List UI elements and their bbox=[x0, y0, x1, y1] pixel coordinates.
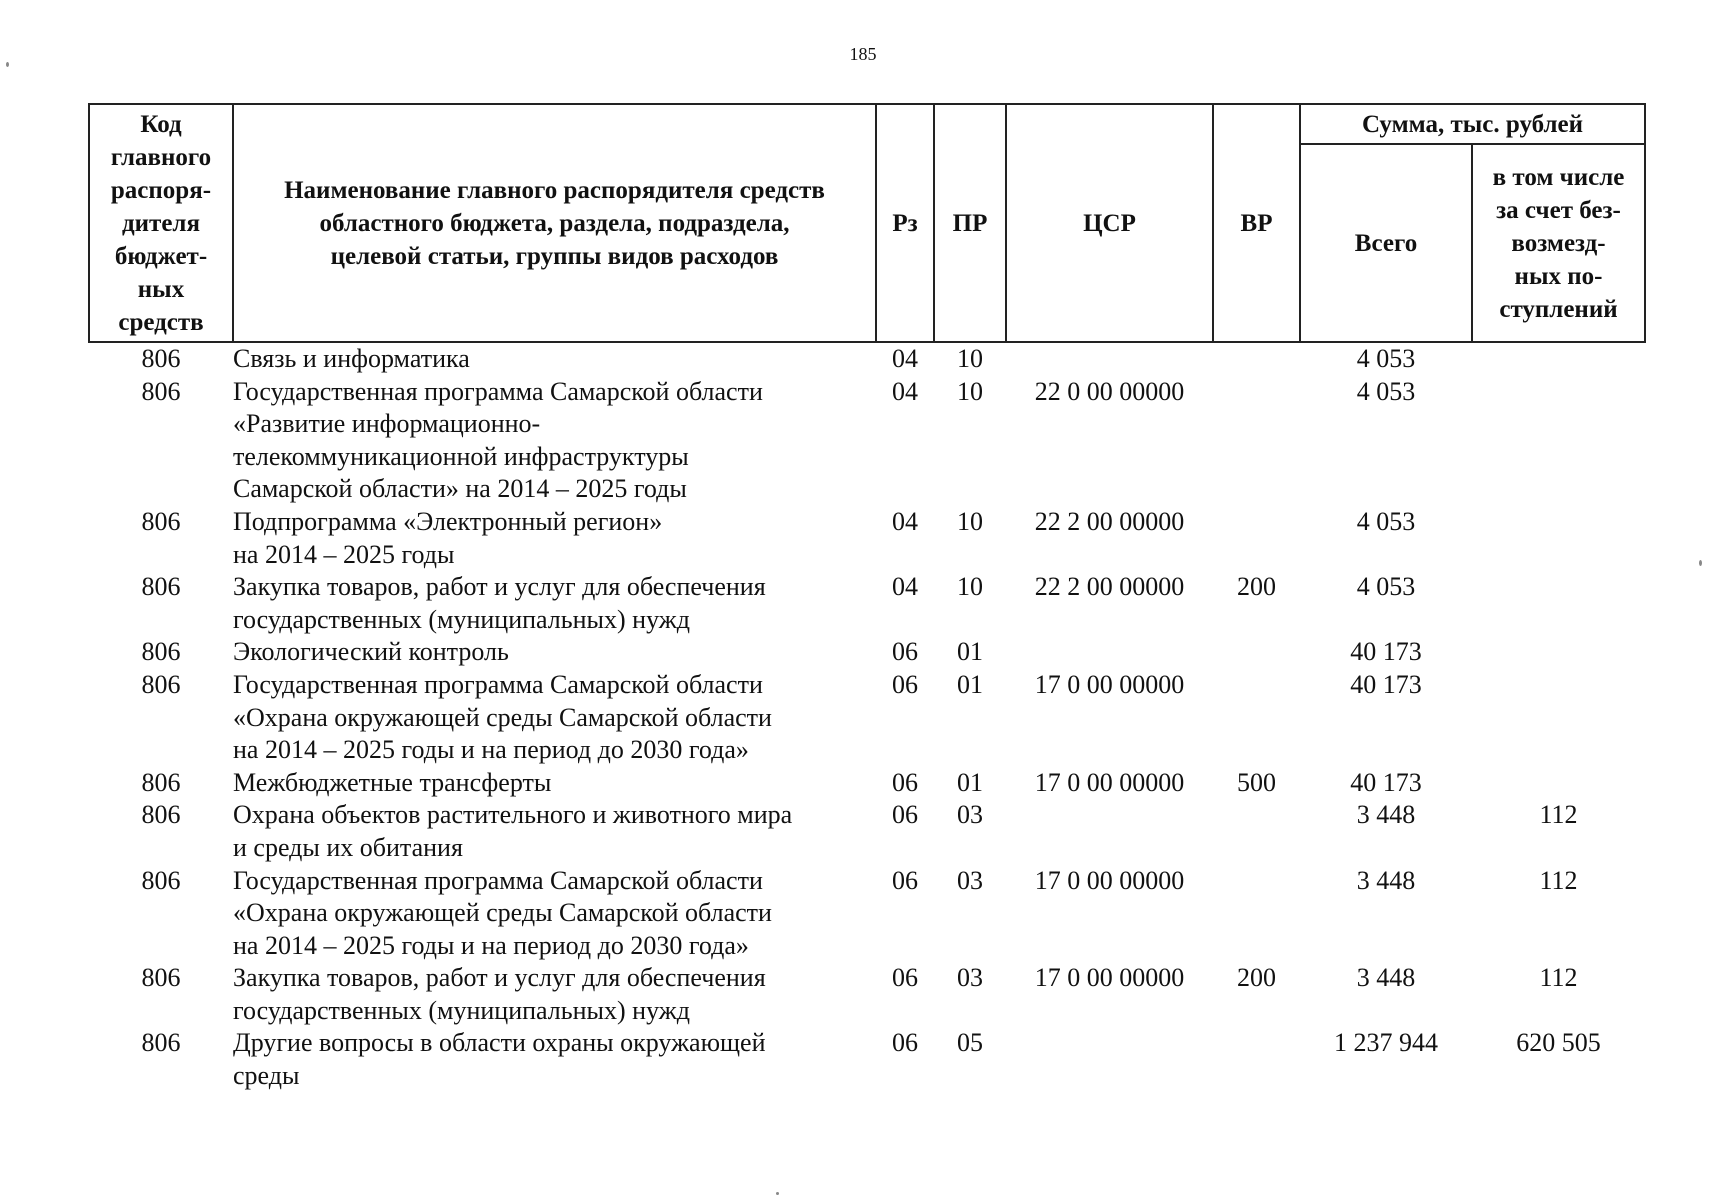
row-code-cell: 806 bbox=[141, 637, 181, 667]
table-row bbox=[89, 767, 1645, 800]
row-grat-cell bbox=[1472, 376, 1645, 506]
row-rz-cell: 04 bbox=[892, 506, 918, 536]
row-code-cell: 806 bbox=[141, 865, 181, 895]
row-csr-cell: 22 2 00 00000 bbox=[1034, 506, 1185, 536]
row-csr-cell: 17 0 00 00000 bbox=[1034, 669, 1185, 699]
scan-speck bbox=[1699, 560, 1702, 566]
row-name-line: Подпрограмма «Электронный регион» bbox=[233, 506, 663, 536]
row-pr-cell: 10 bbox=[957, 376, 983, 406]
row-pr-cell: 10 bbox=[957, 506, 983, 536]
row-name-line: «Охрана окружающей среды Самарской области bbox=[233, 702, 772, 732]
row-name-cell bbox=[233, 799, 876, 864]
row-pr-cell: 03 bbox=[957, 800, 983, 830]
row-vr-cell bbox=[1213, 799, 1300, 864]
row-code-cell: 806 bbox=[141, 1028, 181, 1058]
row-rz-cell: 06 bbox=[892, 800, 918, 830]
row-rz-cell: 06 bbox=[892, 963, 918, 993]
table-row bbox=[89, 669, 1645, 767]
row-total-cell: 4 053 bbox=[1356, 344, 1416, 373]
row-pr-cell: 03 bbox=[957, 963, 983, 993]
row-name-line: Государственная программа Самарской области bbox=[233, 376, 763, 406]
row-name-cell bbox=[233, 506, 876, 571]
row-total-cell: 4 053 bbox=[1356, 506, 1416, 536]
row-csr-cell: 17 0 00 00000 bbox=[1034, 865, 1185, 895]
header-vr: ВР bbox=[1213, 104, 1300, 342]
row-name-line: Государственная программа Самарской области bbox=[233, 669, 763, 699]
row-grat-cell: 112 bbox=[1539, 963, 1578, 993]
table-row bbox=[89, 636, 1645, 669]
row-rz-cell: 06 bbox=[892, 669, 918, 699]
row-pr-cell: 10 bbox=[957, 572, 983, 602]
row-name-line: Государственная программа Самарской области bbox=[233, 865, 763, 895]
row-total-cell: 40 173 bbox=[1350, 637, 1422, 667]
row-name-cell bbox=[233, 636, 876, 669]
row-vr-cell bbox=[1213, 865, 1300, 963]
row-rz-cell: 06 bbox=[892, 767, 918, 797]
row-name-line: Самарской области» на 2014 – 2025 годы bbox=[233, 474, 687, 504]
row-code-cell: 806 bbox=[141, 669, 181, 699]
row-csr-cell bbox=[1006, 799, 1213, 864]
row-vr-cell: 500 bbox=[1237, 767, 1276, 797]
row-name-line: и среды их обитания bbox=[233, 832, 463, 862]
row-total-cell: 1 237 944 bbox=[1334, 1028, 1438, 1058]
row-csr-cell: 22 2 00 00000 bbox=[1034, 572, 1185, 602]
row-name-line: на 2014 – 2025 годы bbox=[233, 539, 455, 569]
row-grat-cell: 620 505 bbox=[1516, 1028, 1601, 1058]
table-header bbox=[89, 104, 1645, 342]
row-csr-cell: 22 0 00 00000 bbox=[1034, 376, 1185, 406]
row-code-cell: 806 bbox=[141, 767, 181, 797]
row-rz-cell: 06 bbox=[892, 865, 918, 895]
row-name-line: Другие вопросы в области охраны окружающей bbox=[233, 1028, 766, 1058]
row-name-line: на 2014 – 2025 годы и на период до 2030 года» bbox=[233, 930, 749, 960]
row-grat-cell: 112 bbox=[1539, 865, 1578, 895]
row-grat-cell bbox=[1472, 571, 1645, 636]
header-sum: Сумма, тыс. рублей bbox=[1300, 104, 1645, 144]
row-vr-cell: 200 bbox=[1237, 963, 1276, 993]
header-name: Наименование главного распорядителя средств областного бюджета, раздела, подраздела, целевой статьи, группы видов расходов bbox=[233, 104, 876, 342]
row-vr-cell bbox=[1213, 1027, 1300, 1092]
header-code-lines: Код главного распоря- дителя бюджет- ных средств bbox=[110, 110, 212, 336]
row-name-cell bbox=[233, 865, 876, 963]
row-csr-cell bbox=[1006, 636, 1213, 669]
page-number: 185 bbox=[849, 44, 877, 64]
row-name-cell bbox=[233, 571, 876, 636]
row-rz-cell: 06 bbox=[892, 1028, 918, 1058]
table-row bbox=[89, 506, 1645, 571]
row-pr-cell: 01 bbox=[957, 767, 983, 797]
row-code-cell: 806 bbox=[141, 963, 181, 993]
row-vr-cell bbox=[1213, 506, 1300, 571]
row-csr-cell: 17 0 00 00000 bbox=[1034, 963, 1185, 993]
row-total-cell: 3 448 bbox=[1356, 800, 1416, 830]
row-name-line: Межбюджетные трансферты bbox=[233, 767, 552, 797]
row-name-line: «Развитие информационно- bbox=[233, 409, 541, 439]
row-name-cell bbox=[233, 1027, 876, 1092]
header-pr: ПР bbox=[934, 104, 1006, 342]
row-rz-cell: 06 bbox=[892, 637, 918, 667]
header-rz: Рз bbox=[876, 104, 934, 342]
row-rz-cell: 04 bbox=[892, 376, 918, 406]
row-code-cell: 806 bbox=[141, 344, 181, 373]
row-pr-cell: 01 bbox=[957, 669, 983, 699]
row-total-cell: 3 448 bbox=[1356, 865, 1416, 895]
table-row bbox=[89, 799, 1645, 864]
row-name-line: телекоммуникационной инфраструктуры bbox=[233, 441, 689, 471]
scan-speck bbox=[6, 62, 9, 67]
row-pr-cell: 05 bbox=[957, 1028, 983, 1058]
row-name-cell bbox=[233, 342, 876, 376]
row-pr-cell: 01 bbox=[957, 637, 983, 667]
row-name-cell bbox=[233, 669, 876, 767]
row-code-cell: 806 bbox=[141, 376, 181, 406]
row-name-line: на 2014 – 2025 годы и на период до 2030 года» bbox=[233, 735, 749, 765]
row-name-line: «Охрана окружающей среды Самарской области bbox=[233, 898, 772, 928]
row-vr-cell bbox=[1213, 342, 1300, 376]
row-total-cell: 4 053 bbox=[1356, 572, 1416, 602]
row-grat-cell bbox=[1472, 506, 1645, 571]
row-total-cell: 4 053 bbox=[1356, 376, 1416, 406]
row-csr-cell bbox=[1006, 1027, 1213, 1092]
row-code-cell: 806 bbox=[141, 506, 181, 536]
table-row bbox=[89, 865, 1645, 963]
table-row bbox=[89, 571, 1645, 636]
row-name-line: Закупка товаров, работ и услуг для обеспечения bbox=[233, 963, 766, 993]
scan-speck bbox=[776, 1192, 779, 1195]
row-vr-cell bbox=[1213, 669, 1300, 767]
row-grat-cell bbox=[1472, 767, 1645, 800]
row-name-line: среды bbox=[233, 1061, 300, 1091]
row-rz-cell: 04 bbox=[892, 572, 918, 602]
row-name-line: Закупка товаров, работ и услуг для обеспечения bbox=[233, 572, 766, 602]
row-name-line: Связь и информатика bbox=[233, 344, 470, 373]
budget-table bbox=[88, 103, 1646, 1093]
row-name-cell bbox=[233, 376, 876, 506]
row-vr-cell: 200 bbox=[1237, 572, 1276, 602]
row-total-cell: 40 173 bbox=[1350, 669, 1422, 699]
table-row bbox=[89, 376, 1645, 506]
row-code-cell: 806 bbox=[141, 572, 181, 602]
row-pr-cell: 10 bbox=[957, 344, 983, 373]
row-total-cell: 3 448 bbox=[1356, 963, 1416, 993]
header-code bbox=[89, 104, 233, 342]
row-name-cell bbox=[233, 962, 876, 1027]
header-gratuitous: в том числе за счет без- возмезд- ных по- ступлений bbox=[1472, 144, 1645, 342]
row-vr-cell bbox=[1213, 636, 1300, 669]
row-name-line: государственных (муниципальных) нужд bbox=[233, 995, 690, 1025]
row-name-cell bbox=[233, 767, 876, 800]
row-grat-cell bbox=[1472, 342, 1645, 376]
table-body bbox=[89, 342, 1645, 1093]
row-total-cell: 40 173 bbox=[1350, 767, 1422, 797]
row-grat-cell bbox=[1472, 669, 1645, 767]
row-pr-cell: 03 bbox=[957, 865, 983, 895]
row-grat-cell: 112 bbox=[1539, 800, 1578, 830]
row-grat-cell bbox=[1472, 636, 1645, 669]
row-csr-cell: 17 0 00 00000 bbox=[1034, 767, 1185, 797]
row-vr-cell bbox=[1213, 376, 1300, 506]
table-row bbox=[89, 342, 1645, 376]
table-row bbox=[89, 1027, 1645, 1092]
row-name-line: Охрана объектов растительного и животного мира bbox=[233, 800, 793, 830]
header-csr: ЦСР bbox=[1006, 104, 1213, 342]
row-code-cell: 806 bbox=[141, 800, 181, 830]
row-name-line: государственных (муниципальных) нужд bbox=[233, 604, 690, 634]
row-csr-cell bbox=[1006, 342, 1213, 376]
row-rz-cell: 04 bbox=[892, 344, 918, 373]
row-name-line: Экологический контроль bbox=[233, 637, 509, 667]
header-total: Всего bbox=[1300, 144, 1472, 342]
table-row bbox=[89, 962, 1645, 1027]
